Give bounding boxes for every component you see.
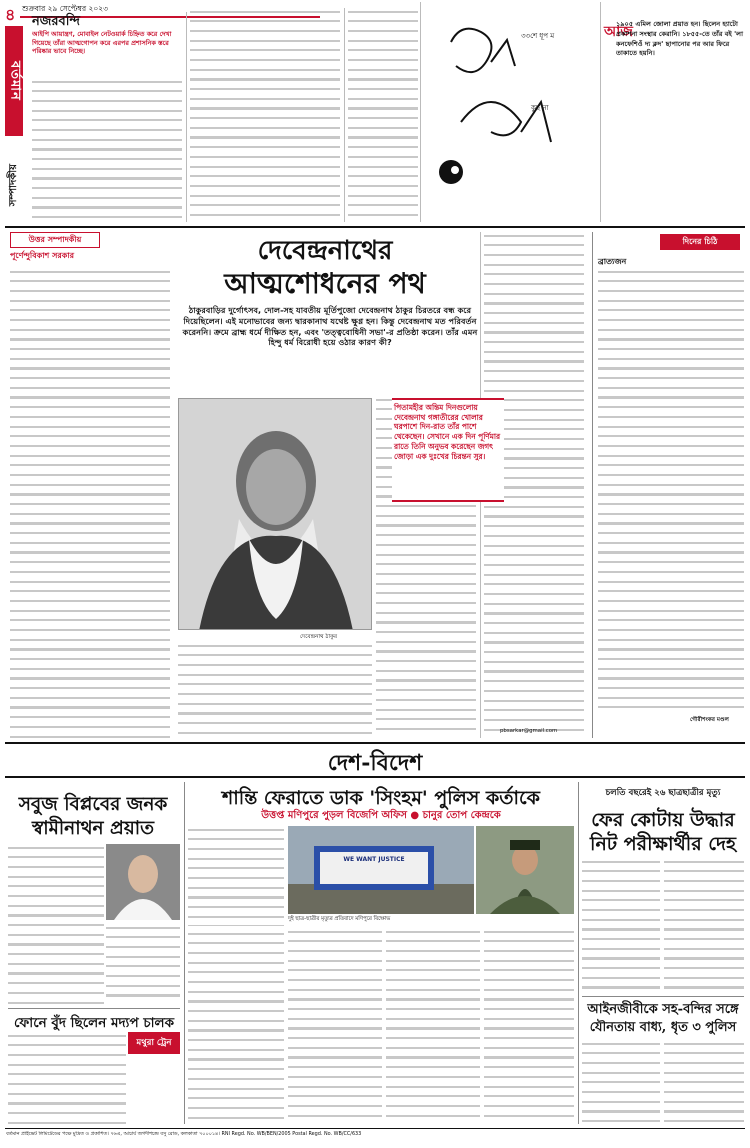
- headline-2: আত্মশোধনের পথ: [224, 267, 426, 300]
- swaminathan-photo: [106, 844, 180, 920]
- desh-banner: দেশ-বিদেশ: [327, 750, 423, 776]
- cartoon-drawing: [421, 2, 599, 222]
- portrait-photo: [178, 398, 372, 630]
- uttar-author: পূর্ণেন্দুবিকাশ সরকার: [10, 251, 75, 260]
- protest-photo: [288, 826, 474, 914]
- protest-illustration: [288, 826, 474, 914]
- singham-photo-caption: দুই ছাত্র-ছাত্রীর মৃত্যুর প্রতিবাদে মণিপুরে বিক্ষোভ: [288, 916, 391, 922]
- lawyer-headline-1: আইনজীবীকে সহ-বন্দির সঙ্গে: [587, 1002, 739, 1017]
- nazarbandi-title: নজরবন্দি: [32, 14, 80, 29]
- swaminathan-headline-1: সবুজ বিপ্লবের জনক: [18, 794, 168, 815]
- date-line: শুক্রবার ২৯ সেপ্টেম্বর ২০২৩: [22, 4, 108, 13]
- photo-caption: দেবেন্দ্রনাথ ঠাকুর: [300, 634, 338, 640]
- kota-kicker: চলতি বছরেই ২৬ ছাত্রছাত্রীর মৃত্যু: [605, 788, 721, 798]
- cartoon-caption-top: ৩৩শে ধূপ ম: [521, 32, 555, 40]
- dainik-label: দিনের চিঠি: [660, 234, 740, 250]
- cartoon: [420, 2, 598, 222]
- lawyer-headline-2: যৌনতায় বাধ্য, ধৃত ৩ পুলিস: [589, 1020, 737, 1035]
- police-illustration: [476, 826, 574, 914]
- kota-headline-2: নিট পরীক্ষার্থীর দেহ: [590, 833, 736, 855]
- deck: ঠাকুরবাড়ির দুর্গোৎসব, দোল-সহ যাবতীয় মূর্তিপুজো দেবেন্দ্রনাথ ঠাকুর চিরতরে বন্ধ করে দিয়েছিলেন। এই মনোভাবের জন্য দ্বারকানাথ যথেষ্ট ক্ষুণ্ণ হন। কিন্তু দেবেন্দ্রনাথ মত পরিবর্তন করেননি। ক্রমে ব্রাহ্ম ধর্মে দীক্ষিত হন, এবং 'তত্ত্ববোধিনী সভা'-র প্রতিষ্ঠা করেন। তাঁর এমন হিন্দু ধর্ম বিরোধী হয়ে ওঠার কারণ কী?: [182, 305, 478, 348]
- imprint-footer: বর্তমান প্রাইভেট লিমিটেডের পক্ষে মুদ্রিত ও প্রকাশিত। ৭৬এ, আচার্য জগদীশচন্দ্র বসু রোড, কলকাতা ৭০০০১৪। RNI Regd. No. WB/BEN/2005 Postal Regd. No. WB/CC/633: [6, 1131, 362, 1137]
- cartoon-caption-bottom: কুছ না: [531, 104, 549, 112]
- aj-text: ১৯০৫ এমিল জোলা প্রয়াত হন। ছিলেন হ্যাটো প্রকাশনা সংস্থার কেরানি। ১৮৫৫-তে তাঁর বই 'লা কনফেশিওঁ দ্য ক্লদ' ছাপানোর পর আর ফিরে তাকাতে হয়নি।: [616, 20, 743, 58]
- driver-tag: মথুরা ট্রেন: [128, 1032, 180, 1054]
- dainik-signoff: গৌরীশংকর মণ্ডল: [690, 717, 729, 723]
- author-email: pbsarkar@gmail.com: [500, 728, 558, 734]
- pull-quote: পিতামহীর অন্তিম দিনগুলোয় দেবেন্দ্রনাথ গঙ্গাতীরের খোলার ঘরপাশে দিন-রাত তাঁর পাশে থেকেছেন। সেখানে এক দিন পূর্ণিমার রাতে তিনি অনুভব করেছেন জগৎ জোড়া এক দুঃখের চিরন্তন সুর।: [392, 398, 504, 502]
- section-label: সম্পাদকীয়: [7, 163, 19, 207]
- singham-headline: শান্তি ফেরাতে ডাক 'সিংহম' পুলিস কর্তাকে: [222, 787, 540, 809]
- aj-heading: আজ: [604, 24, 633, 40]
- uttar-kicker: উত্তর সম্পাদকীয়: [10, 232, 100, 248]
- driver-headline: ফোনে বুঁদ ছিলেন মদ্যপ চালক: [13, 1015, 175, 1031]
- dainik-subhead: ব্রাত্যজন: [598, 257, 627, 266]
- page-number: ৪: [5, 5, 16, 24]
- swaminathan-illustration: [106, 844, 180, 920]
- logo: বর্তমান: [5, 26, 23, 136]
- headline-1: দেবেন্দ্রনাথের: [257, 236, 393, 266]
- kota-headline-1: ফের কোটায় উদ্ধার: [591, 809, 735, 831]
- portrait-illustration: [179, 399, 372, 630]
- singham-subhead: উত্তপ্ত মণিপুরে পুড়ল বিজেপি অফিস ● চানুর তোপ কেন্দ্রকে: [261, 810, 501, 821]
- nazarbandi-lead: আইপি আয়ান্ত্রণ, মোবাইল নেটওয়ার্ক চিহ্নিত করে দেখা গিয়েছে তাঁরা আত্মগোপন করে এরপর প্রশাসনিক স্তরে পরিষ্কার ভাবে নিচ্ছে।: [32, 30, 172, 56]
- protest-banner-text: WE WANT JUSTICE: [343, 856, 405, 863]
- police-photo: [476, 826, 574, 914]
- swaminathan-headline-2: স্বামীনাথন প্রয়াত: [31, 818, 154, 839]
